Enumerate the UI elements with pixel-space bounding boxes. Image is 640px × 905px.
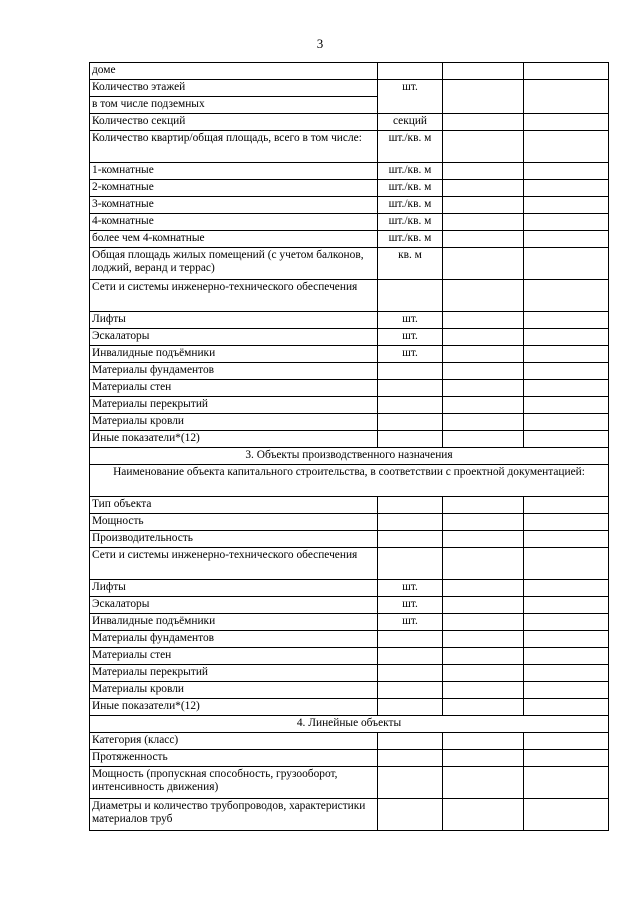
row-label: 1-комнатные [90, 163, 378, 180]
row-label: Иные показатели*(12) [90, 431, 378, 448]
actual-value-cell [524, 799, 609, 831]
actual-value-cell [524, 280, 609, 312]
design-value-cell [443, 548, 524, 580]
row-label: Материалы кровли [90, 682, 378, 699]
row-label: Инвалидные подъёмники [90, 346, 378, 363]
row-label: Материалы кровли [90, 414, 378, 431]
actual-value-cell [524, 548, 609, 580]
row-label: Эскалаторы [90, 329, 378, 346]
actual-value-cell [524, 614, 609, 631]
actual-value-cell [524, 114, 609, 131]
actual-value-cell [524, 248, 609, 280]
table-row [90, 63, 609, 80]
table-row [90, 514, 609, 531]
table-row [90, 231, 609, 248]
table-row [90, 114, 609, 131]
design-value-cell [443, 214, 524, 231]
row-label: Производительность [90, 531, 378, 548]
actual-value-cell [524, 665, 609, 682]
design-value-cell [443, 614, 524, 631]
row-label: Материалы перекрытий [90, 397, 378, 414]
row-unit: шт. [378, 614, 443, 631]
row-unit [378, 682, 443, 699]
row-label: Категория (класс) [90, 733, 378, 750]
design-value-cell [443, 114, 524, 131]
table-row [90, 214, 609, 231]
row-unit [378, 699, 443, 716]
row-label: Материалы стен [90, 380, 378, 397]
design-value-cell [443, 280, 524, 312]
row-label: Материалы фундаментов [90, 631, 378, 648]
actual-value-cell [524, 180, 609, 197]
design-value-cell [443, 431, 524, 448]
actual-value-cell [524, 631, 609, 648]
design-value-cell [443, 648, 524, 665]
row-label: Инвалидные подъёмники [90, 614, 378, 631]
indicators-table [89, 62, 609, 831]
row-label: Сети и системы инженерно-технического обеспечения [90, 280, 378, 312]
row-unit: шт./кв. м [378, 231, 443, 248]
actual-value-cell [524, 597, 609, 614]
design-value-cell [443, 80, 524, 114]
row-label: Мощность (пропускная способность, грузооборот, интенсивность движения) [90, 767, 378, 799]
table-row [90, 614, 609, 631]
row-label: доме [90, 63, 378, 80]
section-subheader-row [90, 465, 609, 497]
actual-value-cell [524, 163, 609, 180]
row-label: Иные показатели*(12) [90, 699, 378, 716]
actual-value-cell [524, 750, 609, 767]
actual-value-cell [524, 312, 609, 329]
actual-value-cell [524, 197, 609, 214]
row-label: 3-комнатные [90, 197, 378, 214]
design-value-cell [443, 380, 524, 397]
design-value-cell [443, 346, 524, 363]
row-unit: шт./кв. м [378, 163, 443, 180]
row-unit [378, 665, 443, 682]
design-value-cell [443, 63, 524, 80]
actual-value-cell [524, 63, 609, 80]
page-number: 3 [316, 36, 324, 51]
table-row [90, 767, 609, 799]
table-row [90, 312, 609, 329]
row-unit [378, 397, 443, 414]
design-value-cell [443, 631, 524, 648]
row-unit [378, 380, 443, 397]
section-header-row [90, 448, 609, 465]
row-label: Протяженность [90, 750, 378, 767]
row-label: Количество секций [90, 114, 378, 131]
table-row [90, 363, 609, 380]
row-label: Материалы фундаментов [90, 363, 378, 380]
table-row [90, 431, 609, 448]
table-row [90, 80, 609, 97]
design-value-cell [443, 665, 524, 682]
design-value-cell [443, 231, 524, 248]
row-unit: шт./кв. м [378, 180, 443, 197]
row-unit [378, 767, 443, 799]
actual-value-cell [524, 648, 609, 665]
row-unit: шт./кв. м [378, 214, 443, 231]
actual-value-cell [524, 214, 609, 231]
row-label: Количество квартир/общая площадь, всего в том числе: [90, 131, 378, 163]
row-unit [378, 531, 443, 548]
row-label: Количество этажей [90, 80, 378, 97]
actual-value-cell [524, 699, 609, 716]
design-value-cell [443, 197, 524, 214]
design-value-cell [443, 163, 524, 180]
table-row [90, 497, 609, 514]
row-unit [378, 414, 443, 431]
design-value-cell [443, 767, 524, 799]
actual-value-cell [524, 329, 609, 346]
design-value-cell [443, 180, 524, 197]
row-unit: секций [378, 114, 443, 131]
actual-value-cell [524, 514, 609, 531]
design-value-cell [443, 514, 524, 531]
design-value-cell [443, 397, 524, 414]
table-row [90, 163, 609, 180]
design-value-cell [443, 131, 524, 163]
table-row [90, 648, 609, 665]
design-value-cell [443, 733, 524, 750]
row-unit [378, 363, 443, 380]
actual-value-cell [524, 733, 609, 750]
row-label: Эскалаторы [90, 597, 378, 614]
section-3-title: 3. Объекты производственного назначения [90, 448, 609, 465]
row-label: Общая площадь жилых помещений (с учетом балконов, лоджий, веранд и террас) [90, 248, 378, 280]
actual-value-cell [524, 380, 609, 397]
row-unit [378, 750, 443, 767]
design-value-cell [443, 531, 524, 548]
design-value-cell [443, 312, 524, 329]
design-value-cell [443, 799, 524, 831]
row-label: 2-комнатные [90, 180, 378, 197]
design-value-cell [443, 750, 524, 767]
row-label: Мощность [90, 514, 378, 531]
table-row [90, 197, 609, 214]
design-value-cell [443, 597, 524, 614]
actual-value-cell [524, 682, 609, 699]
design-value-cell [443, 497, 524, 514]
actual-value-cell [524, 580, 609, 597]
actual-value-cell [524, 397, 609, 414]
row-unit: шт./кв. м [378, 131, 443, 163]
row-label: Сети и системы инженерно-технического обеспечения [90, 548, 378, 580]
actual-value-cell [524, 414, 609, 431]
design-value-cell [443, 682, 524, 699]
design-value-cell [443, 248, 524, 280]
row-unit: шт. [378, 597, 443, 614]
actual-value-cell [524, 231, 609, 248]
actual-value-cell [524, 131, 609, 163]
actual-value-cell [524, 497, 609, 514]
row-label: Материалы стен [90, 648, 378, 665]
row-unit: шт. [378, 329, 443, 346]
row-unit [378, 548, 443, 580]
table-row [90, 380, 609, 397]
row-unit [378, 280, 443, 312]
row-label: 4-комнатные [90, 214, 378, 231]
row-unit [378, 799, 443, 831]
row-unit [378, 514, 443, 531]
table-row [90, 548, 609, 580]
design-value-cell [443, 699, 524, 716]
row-label: Материалы перекрытий [90, 665, 378, 682]
row-label: более чем 4-комнатные [90, 231, 378, 248]
table-row [90, 346, 609, 363]
row-unit: шт. [378, 346, 443, 363]
row-unit: шт. [378, 312, 443, 329]
row-label: Тип объекта [90, 497, 378, 514]
table-row [90, 665, 609, 682]
table-row [90, 248, 609, 280]
row-unit [378, 631, 443, 648]
actual-value-cell [524, 431, 609, 448]
table-row [90, 733, 609, 750]
section-header-row [90, 716, 609, 733]
row-label: Лифты [90, 312, 378, 329]
row-unit: шт. [378, 80, 443, 114]
row-unit [378, 63, 443, 80]
actual-value-cell [524, 531, 609, 548]
row-unit [378, 497, 443, 514]
table-row [90, 397, 609, 414]
actual-value-cell [524, 346, 609, 363]
actual-value-cell [524, 363, 609, 380]
actual-value-cell [524, 767, 609, 799]
table-row [90, 531, 609, 548]
row-unit: кв. м [378, 248, 443, 280]
table-row [90, 750, 609, 767]
table-row [90, 414, 609, 431]
actual-value-cell [524, 80, 609, 114]
table-row [90, 799, 609, 831]
table-row [90, 131, 609, 163]
table-row [90, 699, 609, 716]
table-row [90, 180, 609, 197]
design-value-cell [443, 363, 524, 380]
design-value-cell [443, 580, 524, 597]
table-row [90, 329, 609, 346]
section-4-title: 4. Линейные объекты [90, 716, 609, 733]
row-unit: шт./кв. м [378, 197, 443, 214]
row-label: в том числе подземных [90, 97, 378, 114]
table-row [90, 597, 609, 614]
table-row [90, 631, 609, 648]
row-unit: шт. [378, 580, 443, 597]
row-label: Диаметры и количество трубопроводов, характеристики материалов труб [90, 799, 378, 831]
table-row [90, 682, 609, 699]
row-unit [378, 733, 443, 750]
row-unit [378, 431, 443, 448]
section-3-subtitle: Наименование объекта капитального строительства, в соответствии с проектной документацией: [90, 465, 609, 497]
table-row [90, 580, 609, 597]
table-row [90, 280, 609, 312]
row-label: Лифты [90, 580, 378, 597]
row-unit [378, 648, 443, 665]
design-value-cell [443, 329, 524, 346]
design-value-cell [443, 414, 524, 431]
